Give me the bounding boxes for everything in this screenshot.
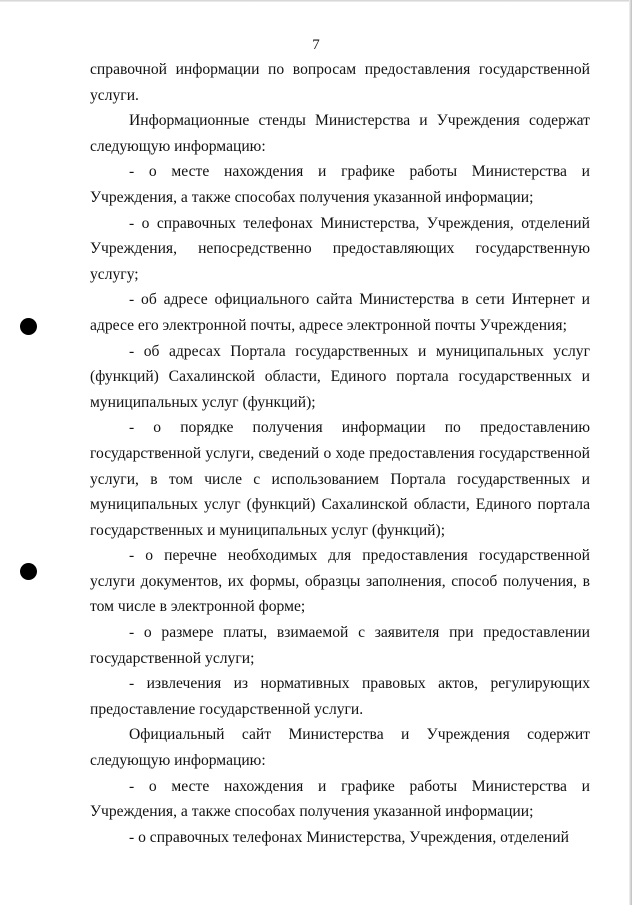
list-item: - о справочных телефонах Министерства, Учреждения, отделений Учреждения, непосредственно предоставляющих государственную услугу; <box>90 214 590 283</box>
list-item: - о порядке получения информации по предоставлению государственной услуги, сведений о ходе предоставления государственной услуги, в том числе с использованием Портала государственных и муниципальных услуг (функций) Сахалинской области, Единого портала государственных и муниципальных услуг (функций); <box>90 419 590 539</box>
paragraph: Официальный сайт Министерства и Учреждения содержит следующую информацию: <box>90 726 590 770</box>
list-item: - извлечения из нормативных правовых актов, регулирующих предоставление государственной услуги. <box>90 675 590 718</box>
list-item: - о месте нахождения и графике работы Министерства и Учреждения, а также способах получения указанной информации; <box>90 777 590 821</box>
page-top-edge <box>0 0 632 2</box>
list-item: - об адресе официального сайта Министерства в сети Интернет и адресе его электронной почты, адресе электронной почты Учреждения; <box>90 291 590 334</box>
page-number: 7 <box>312 37 320 53</box>
list-item: - о справочных телефонах Министерства, Учреждения, отделений <box>129 828 569 846</box>
paragraph: Информационные стенды Министерства и Учреждения содержат следующую информацию: <box>90 112 590 155</box>
list-item: - об адресах Портала государственных и муниципальных услуг (функций) Сахалинской области, Единого портала государственных и муниципальных услуг (функций); <box>90 342 590 411</box>
punch-hole-mark <box>20 318 37 335</box>
list-item: - о размере платы, взимаемой с заявителя при предоставлении государственной услуги; <box>90 624 590 667</box>
list-item: - о месте нахождения и графике работы Министерства и Учреждения, а также способах получения указанной информации; <box>90 163 590 206</box>
document-body <box>90 57 590 850</box>
list-item: - о перечне необходимых для предоставления государственной услуги документов, их формы, образцы заполнения, способ получения, в том числе в электронной форме; <box>90 547 590 616</box>
punch-hole-mark <box>20 563 37 580</box>
paragraph: справочной информации по вопросам предоставления государственной услуги. <box>90 61 590 104</box>
